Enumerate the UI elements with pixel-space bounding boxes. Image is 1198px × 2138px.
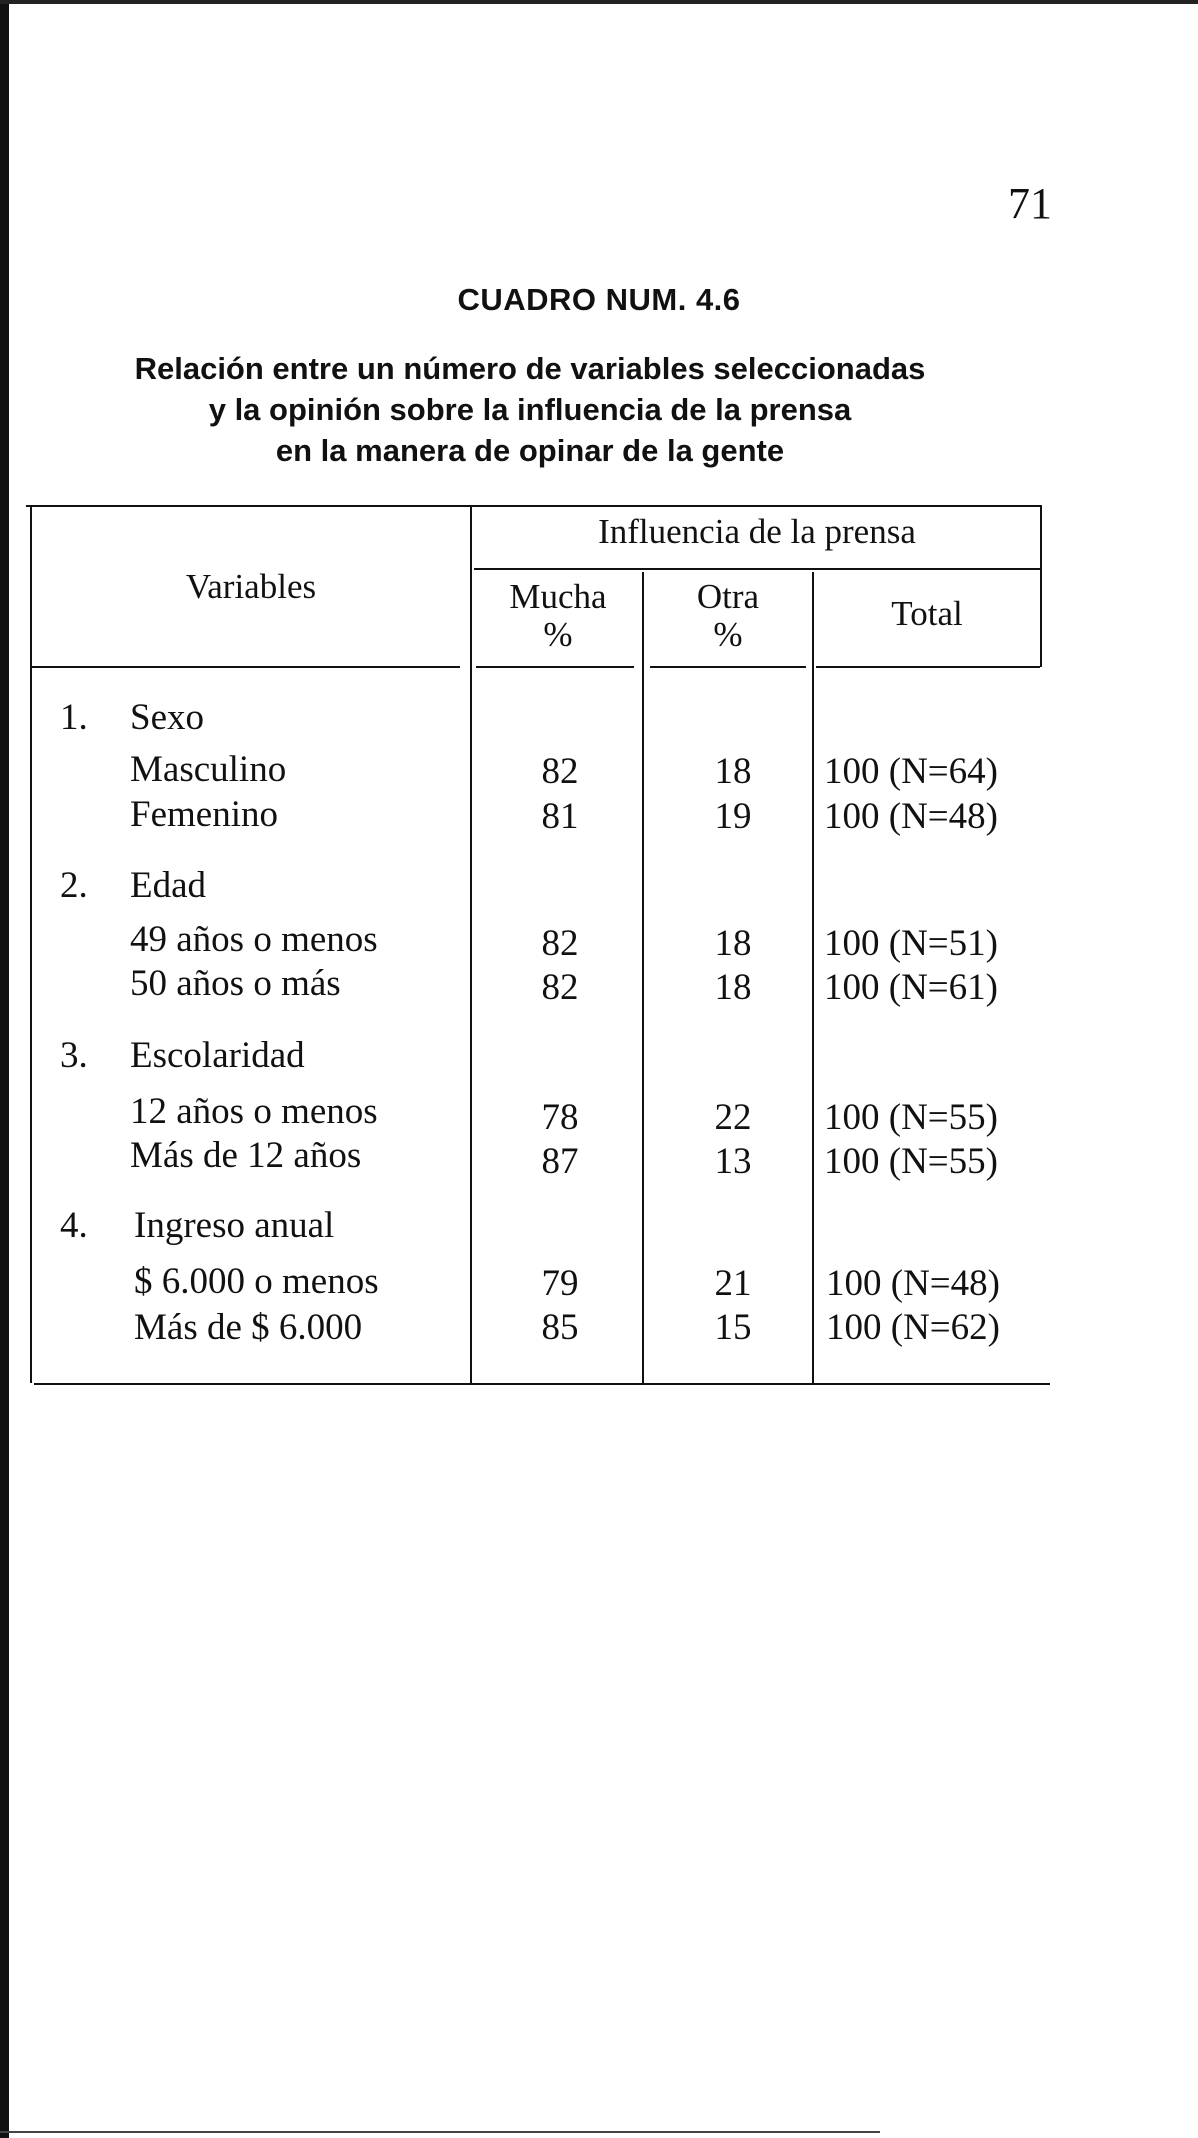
header-bottom-rule-total	[816, 666, 1040, 668]
row-label: Más de 12 años	[130, 1135, 362, 1176]
col-header-otra-unit: %	[713, 615, 743, 654]
table-top-rule	[26, 505, 1042, 507]
cell-mucha: 79	[541, 1263, 579, 1304]
subtitle-line: Relación entre un número de variables seleccionadas	[134, 351, 926, 386]
cell-otra: 13	[714, 1141, 752, 1182]
cell-otra: 15	[714, 1307, 752, 1348]
subtitle-line: y la opinión sobre la influencia de la prensa	[208, 392, 852, 427]
cell-otra: 19	[714, 796, 752, 837]
col-header-mucha-label: Mucha	[509, 577, 607, 616]
group-number: 4.	[60, 1205, 88, 1246]
cell-mucha: 82	[541, 751, 579, 792]
group-header-rule	[474, 568, 1040, 570]
group-number: 3.	[60, 1035, 88, 1076]
table-right-border-top	[1040, 507, 1042, 667]
scan-edge-top	[0, 0, 1198, 4]
header-bottom-rule-otra	[650, 666, 806, 668]
header-bottom-rule-stub	[32, 666, 460, 668]
cell-otra: 18	[714, 751, 752, 792]
col-divider-1	[642, 572, 644, 1383]
group-label: Ingreso anual	[134, 1205, 335, 1246]
cell-total: 100 (N=48)	[824, 796, 998, 837]
cell-mucha: 85	[541, 1307, 579, 1348]
cell-mucha: 82	[541, 967, 579, 1008]
table-subtitle	[60, 348, 1000, 471]
scan-edge-bottom	[0, 2131, 880, 2133]
cell-otra: 21	[714, 1263, 752, 1304]
table-title: CUADRO NUM. 4.6	[457, 282, 741, 317]
scan-edge-left	[0, 0, 9, 2138]
header-bottom-rule-mucha	[476, 666, 634, 668]
cell-otra: 22	[714, 1097, 752, 1138]
subtitle-line: en la manera de opinar de la gente	[275, 433, 785, 468]
cell-total: 100 (N=55)	[824, 1141, 998, 1182]
cell-total: 100 (N=51)	[824, 923, 998, 964]
row-label: Femenino	[130, 794, 278, 835]
row-label: 49 años o menos	[130, 919, 378, 960]
cell-mucha: 78	[541, 1097, 579, 1138]
stub-header: Variables	[185, 567, 317, 606]
cell-otra: 18	[714, 967, 752, 1008]
cell-total: 100 (N=64)	[824, 751, 998, 792]
cell-total: 100 (N=55)	[824, 1097, 998, 1138]
cell-mucha: 87	[541, 1141, 579, 1182]
group-label: Escolaridad	[130, 1035, 305, 1076]
group-number: 1.	[60, 697, 88, 738]
row-label: 12 años o menos	[130, 1091, 378, 1132]
cell-total: 100 (N=48)	[826, 1263, 1000, 1304]
col-divider-2	[812, 572, 814, 1383]
page-number: 71	[1008, 179, 1052, 228]
table-left-border	[30, 507, 32, 1383]
col-header-mucha	[474, 578, 642, 654]
col-header-total: Total	[891, 594, 963, 633]
row-label: Masculino	[130, 749, 287, 790]
stub-divider	[470, 507, 472, 1383]
col-header-mucha-unit: %	[543, 615, 573, 654]
col-header-otra	[644, 578, 812, 654]
row-label: $ 6.000 o menos	[134, 1261, 379, 1302]
cell-otra: 18	[714, 923, 752, 964]
group-label: Edad	[130, 865, 207, 906]
cell-mucha: 82	[541, 923, 579, 964]
table-bottom-rule	[34, 1383, 1050, 1385]
row-label: Más de $ 6.000	[134, 1307, 363, 1348]
cell-total: 100 (N=62)	[826, 1307, 1000, 1348]
cell-total: 100 (N=61)	[824, 967, 998, 1008]
col-header-otra-label: Otra	[696, 577, 760, 616]
group-label: Sexo	[130, 697, 204, 738]
row-label: 50 años o más	[130, 963, 341, 1004]
group-number: 2.	[60, 865, 88, 906]
cell-mucha: 81	[541, 796, 579, 837]
group-header: Influencia de la prensa	[598, 512, 916, 551]
